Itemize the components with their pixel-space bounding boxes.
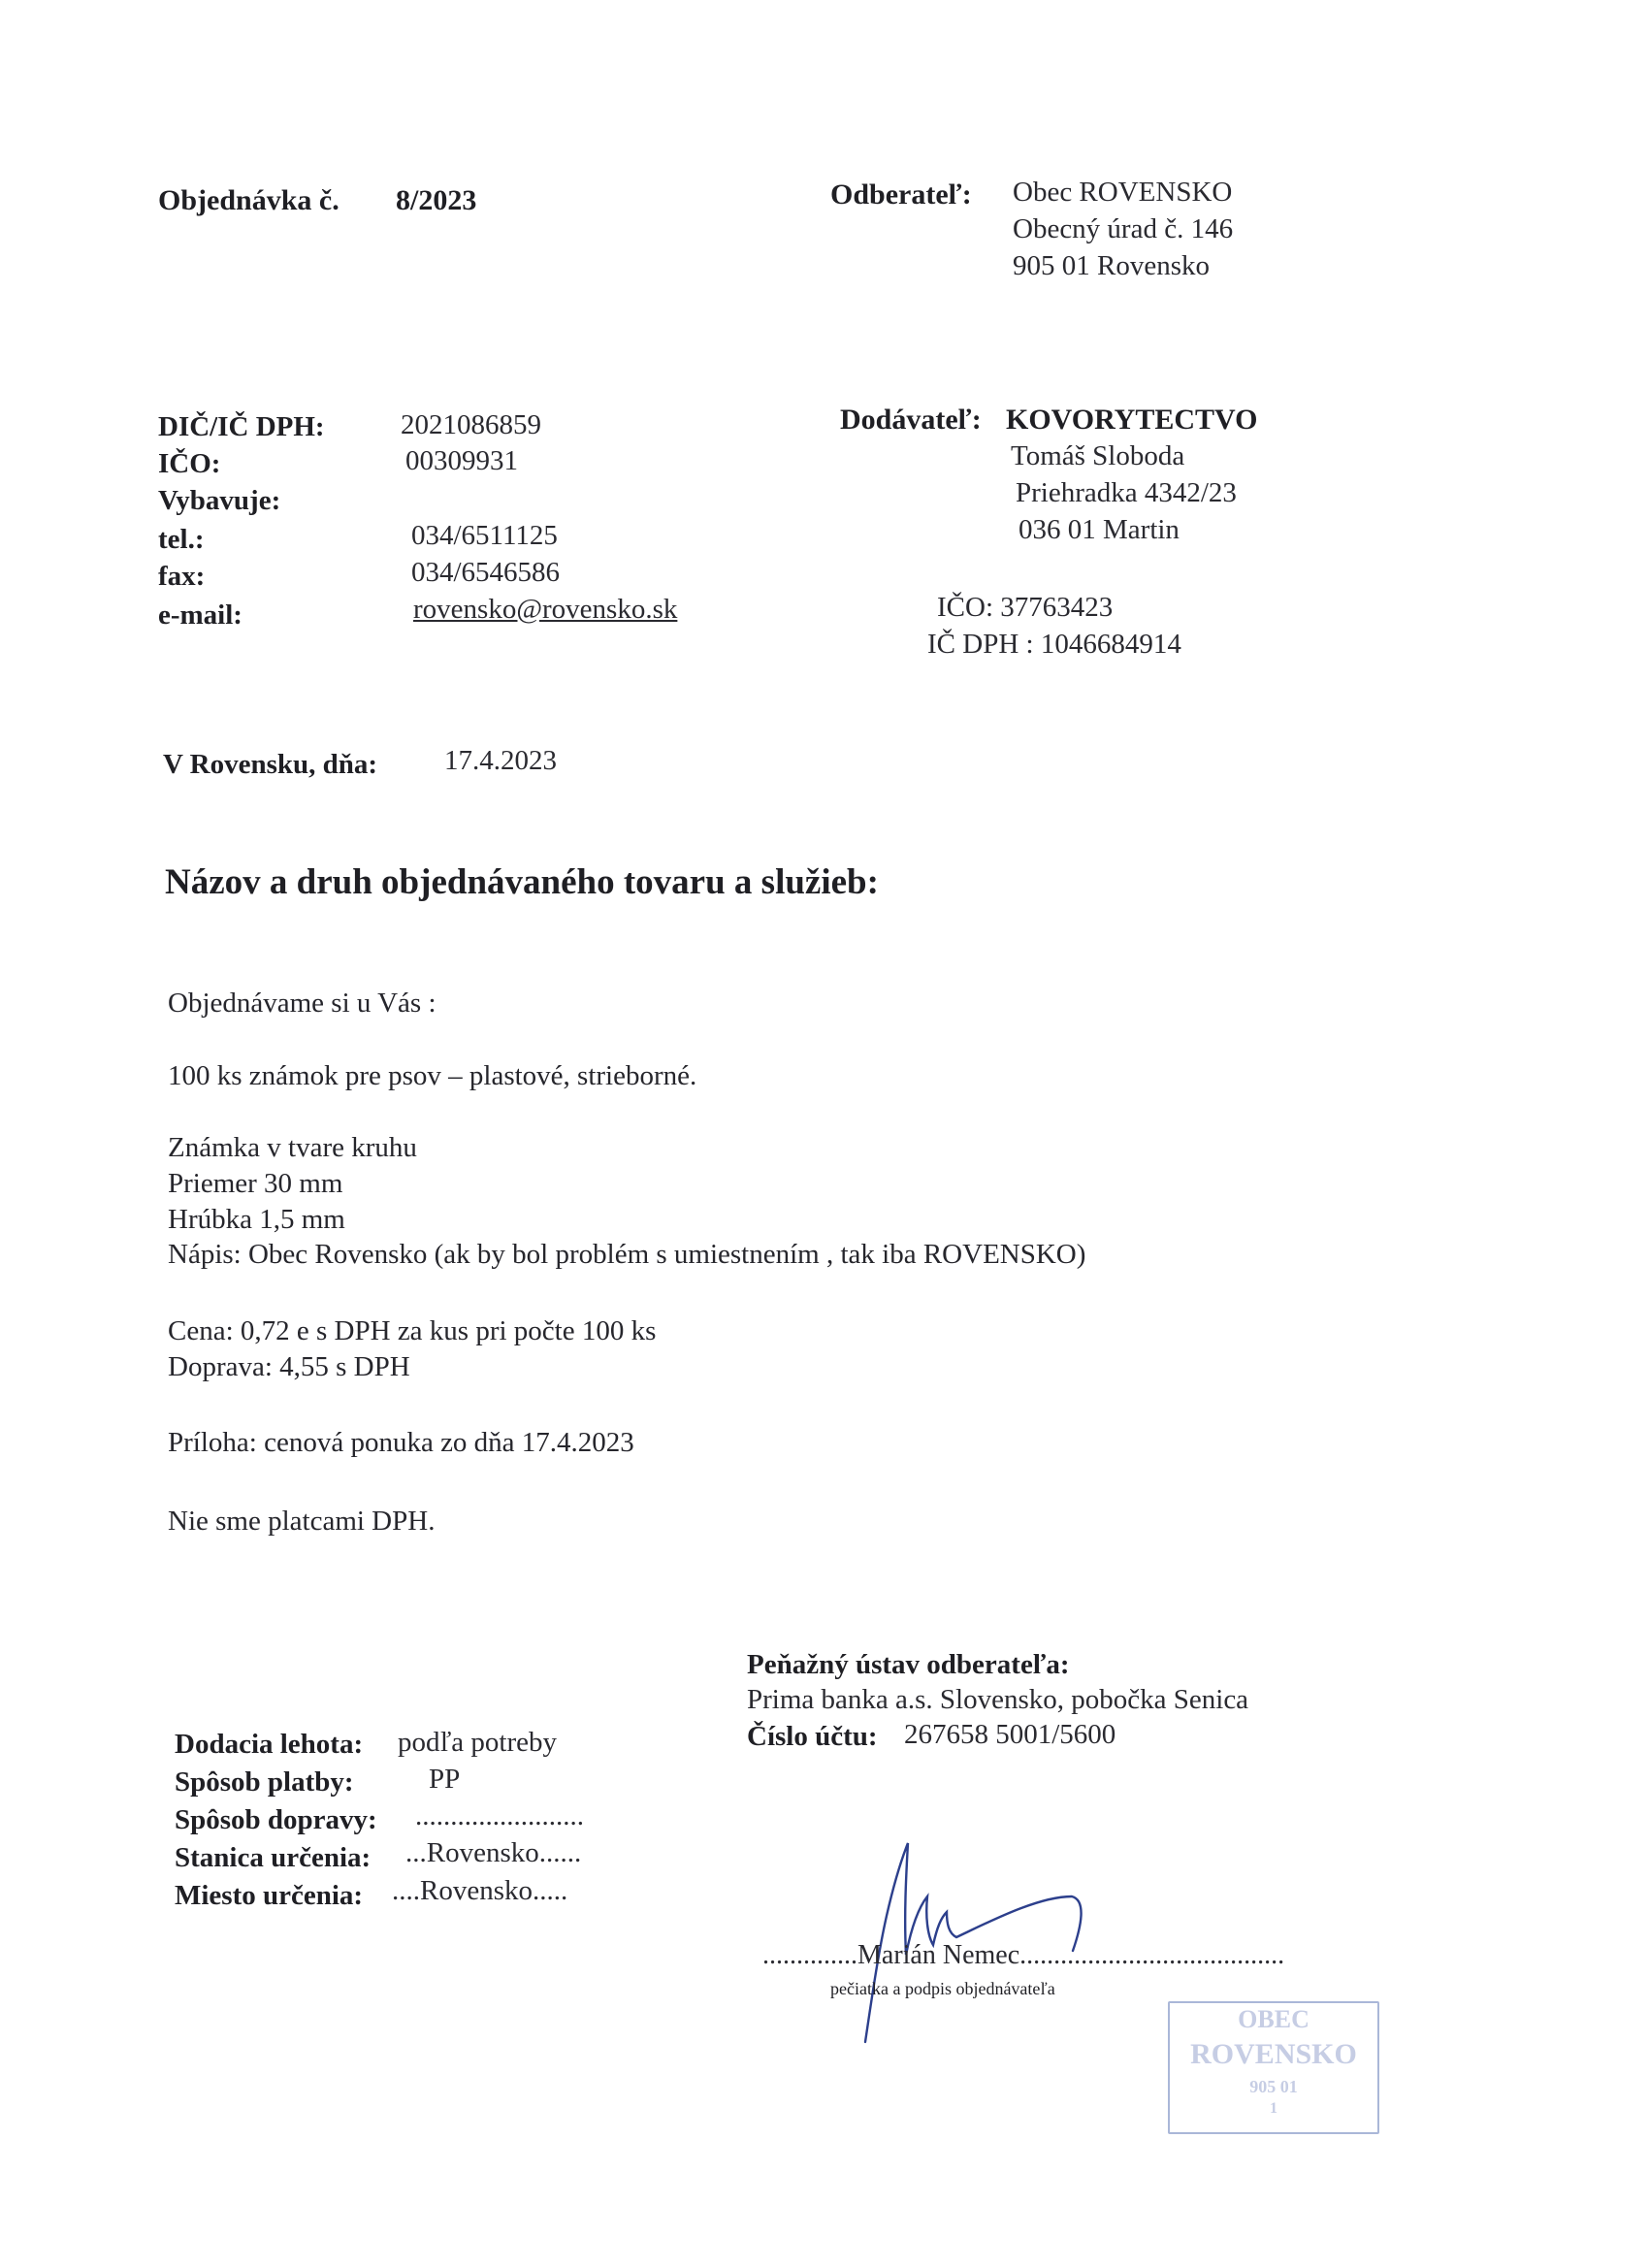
vat-note: Nie sme platcami DPH.: [168, 1506, 436, 1537]
customer-label: Odberateľ:: [830, 178, 972, 211]
customer-city: 905 01 Rovensko: [1013, 250, 1210, 281]
fax-label: fax:: [158, 561, 206, 592]
fax-value: 034/6546586: [411, 557, 561, 588]
official-stamp: [1168, 2001, 1379, 2134]
order-date: 17.4.2023: [444, 745, 557, 776]
signature-caption: pečiatka a podpis objednávateľa: [830, 1979, 1055, 1998]
signature-line: ..............Marián Nemec.......................................: [762, 1940, 1285, 1970]
order-intro: Objednávame si u Vás :: [168, 988, 436, 1019]
dic-value: 2021086859: [401, 409, 541, 440]
ico-label: IČO:: [158, 448, 221, 479]
customer-name: Obec ROVENSKO: [1013, 177, 1233, 208]
payment-value: PP: [429, 1764, 461, 1795]
bank-label: Peňažný ústav odberateľa:: [747, 1649, 1070, 1680]
stamp-line-2: ROVENSKO: [1190, 2038, 1357, 2070]
order-number: 8/2023: [396, 184, 477, 216]
transport-value: ........................: [415, 1800, 584, 1831]
attachment-line: Príloha: cenová ponuka zo dňa 17.4.2023: [168, 1427, 634, 1458]
stamp-line-1: OBEC: [1238, 2005, 1310, 2033]
account-value: 267658 5001/5600: [904, 1719, 1116, 1750]
section-title: Názov a druh objednávaného tovaru a služieb:: [165, 862, 879, 902]
transport-label: Spôsob dopravy:: [175, 1804, 377, 1835]
customer-office: Obecný úrad č. 146: [1013, 213, 1234, 244]
supplier-ic-dph: IČ DPH : 1046684914: [927, 629, 1181, 660]
spec-diameter: Priemer 30 mm: [168, 1168, 343, 1199]
destination-label: Miesto určenia:: [175, 1880, 364, 1911]
payment-label: Spôsob platby:: [175, 1766, 354, 1798]
supplier-city: 036 01 Martin: [1018, 514, 1180, 545]
handled-by-label: Vybavuje:: [158, 485, 281, 516]
dic-label: DIČ/IČ DPH:: [158, 411, 325, 442]
order-item: 100 ks známok pre psov – plastové, strieborné.: [168, 1060, 697, 1091]
place-date-label: V Rovensku, dňa:: [163, 749, 378, 780]
account-label: Číslo účtu:: [747, 1721, 878, 1752]
shipping-line: Doprava: 4,55 s DPH: [168, 1351, 410, 1382]
station-label: Stanica určenia:: [175, 1842, 372, 1873]
station-value: ...Rovensko......: [405, 1837, 582, 1868]
tel-value: 034/6511125: [411, 520, 558, 551]
supplier-name: KOVORYTECTVO: [1006, 404, 1258, 436]
stamp-line-3: 905 01: [1249, 2077, 1298, 2096]
order-label: Objednávka č.: [158, 184, 340, 216]
email-link[interactable]: rovensko@rovensko.sk: [413, 594, 678, 625]
tel-label: tel.:: [158, 524, 205, 555]
spec-thickness: Hrúbka 1,5 mm: [168, 1204, 345, 1235]
supplier-person: Tomáš Sloboda: [1011, 440, 1185, 471]
stamp-line-4: 1: [1270, 2100, 1277, 2117]
spec-inscription: Nápis: Obec Rovensko (ak by bol problém s umiestnením , tak iba ROVENSKO): [168, 1239, 1086, 1270]
supplier-ico: IČO: 37763423: [937, 592, 1114, 623]
ico-value: 00309931: [405, 445, 518, 476]
spec-shape: Známka v tvare kruhu: [168, 1132, 417, 1163]
term-value: podľa potreby: [398, 1727, 557, 1758]
supplier-street: Priehradka 4342/23: [1016, 477, 1237, 508]
destination-value: ....Rovensko.....: [392, 1875, 568, 1906]
bank-name: Prima banka a.s. Slovensko, pobočka Senica: [747, 1684, 1249, 1715]
price-line: Cena: 0,72 e s DPH za kus pri počte 100 ks: [168, 1315, 657, 1346]
supplier-label: Dodávateľ:: [840, 404, 982, 436]
term-label: Dodacia lehota:: [175, 1729, 364, 1760]
email-label: e-mail:: [158, 599, 242, 631]
